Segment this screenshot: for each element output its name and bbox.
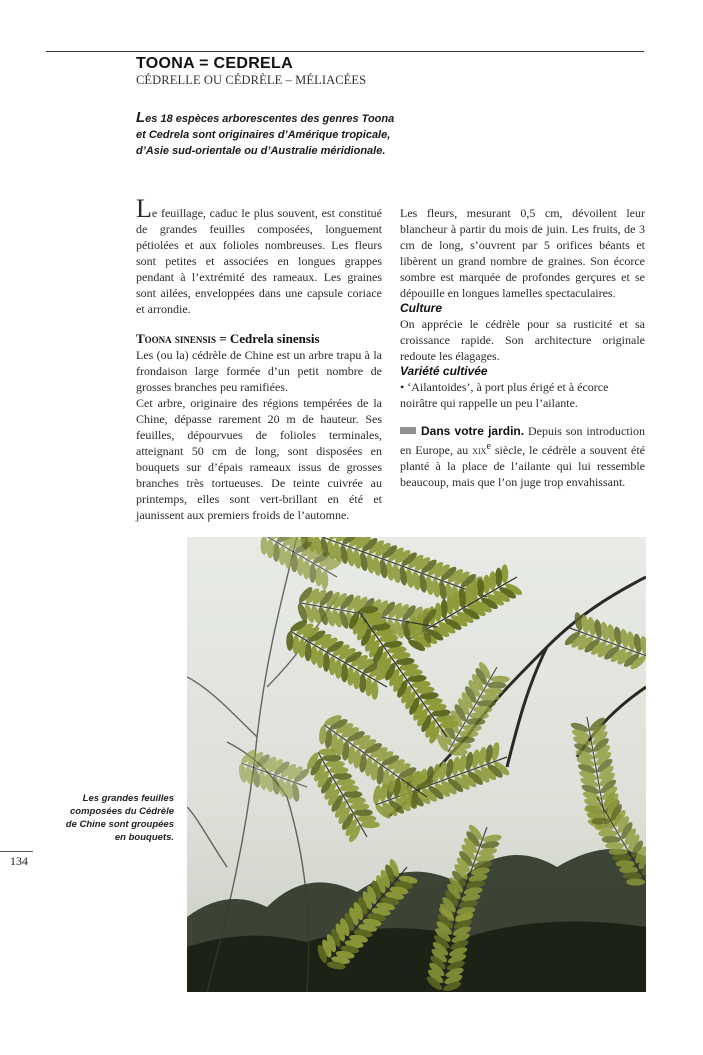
right-column [400, 205, 645, 490]
body-paragraph-1-text: e feuillage, caduc le plus souvent, est constitué de grandes feuilles composées, longuement pétiolées et aux folioles nombreuses. Les fleurs sont petites et associées en longues grappes pendant à l’extrémité des rameaux. Les graines sont ailées, enveloppées dans une capsule coriace et arrondie. [136, 206, 382, 316]
species-heading [136, 331, 382, 347]
page-number: 134 [10, 854, 28, 868]
species-equals: = [215, 331, 230, 346]
garden-text-2: siècle, le cédrèle a souvent été planté à la place de l’ailante qui lui ressemble beaucoup, mais que l’on juge trop envahissant. [400, 443, 645, 489]
intro-paragraph [136, 110, 396, 159]
species-synonym: Cedrela sinensis [229, 331, 320, 346]
foliage-illustration [187, 537, 646, 992]
header-rule [46, 51, 644, 52]
body-dropcap: L [136, 194, 152, 223]
body-paragraph-3: Cet arbre, originaire des régions tempérées de la Chine, dépasse rarement 20 m de hauteur. Ses feuilles, dépourvues de folioles terminales, atteignant 50 cm de long, sont disposées en bouquets sur d’épais rameaux issus de grosses branches très tortueuses. De teinte cuivrée au printemps, elles sont vert-brillant en été et jaunissent aux premiers froids de l’automne. [136, 396, 382, 522]
intro-dropcap: L [136, 109, 146, 126]
page-subtitle: CÉDRELLE OU CÉDRÈLE – MÉLIACÉES [136, 73, 367, 87]
body-paragraph-4: Les fleurs, mesurant 0,5 cm, dévoilent leur blancheur à partir du mois de juin. Les fruits, de 3 cm de long, s’ouvrent par 5 orifices béants et libèrent un grand nombre de graines. Son écorce sombre est marquée de profondes gerçures et se dépouille en longues lamelles spectaculaires. [400, 206, 645, 300]
species-genus: Toona sinensis [136, 331, 216, 346]
garden-paragraph [400, 423, 645, 490]
section-marker-icon [400, 427, 416, 434]
tree-photo [187, 537, 646, 992]
body-paragraph-1 [136, 194, 382, 317]
body-paragraph-2: Les (ou la) cédrèle de Chine est un arbre trapu à la frondaison large formée d’un petit nombre de grosses branches peu ramifiées. [136, 348, 382, 394]
garden-lead: Dans votre jardin. [421, 424, 525, 438]
page-title: TOONA = CEDRELA [136, 55, 293, 72]
intro-text: es 18 espèces arborescentes des genres Toona et Cedrela sont originaires d’Amérique tropicale, d’Asie sud-orientale ou d’Australie méridionale. [136, 113, 395, 157]
century-superscript: e [486, 441, 491, 452]
culture-paragraph: On apprécie le cédrèle pour sa rusticité et sa croissance rapide. Son architecture originale redoute les élagages. [400, 317, 645, 363]
century-numeral: xix [472, 443, 487, 457]
left-column [136, 194, 382, 523]
page-number-rule [0, 851, 33, 852]
photo-caption: Les grandes feuilles composées du Cédrèle de Chine sont groupées en bouquets. [65, 793, 174, 843]
garden-text-1: Depuis son introduction en Europe, au [400, 424, 645, 457]
variety-heading: Variété cultivée [400, 364, 488, 378]
variety-item: • ‘Ailantoides’, à port plus érigé et à écorce noirâtre qui rappelle un peu l’ailante. [400, 380, 609, 410]
culture-heading: Culture [400, 301, 442, 315]
